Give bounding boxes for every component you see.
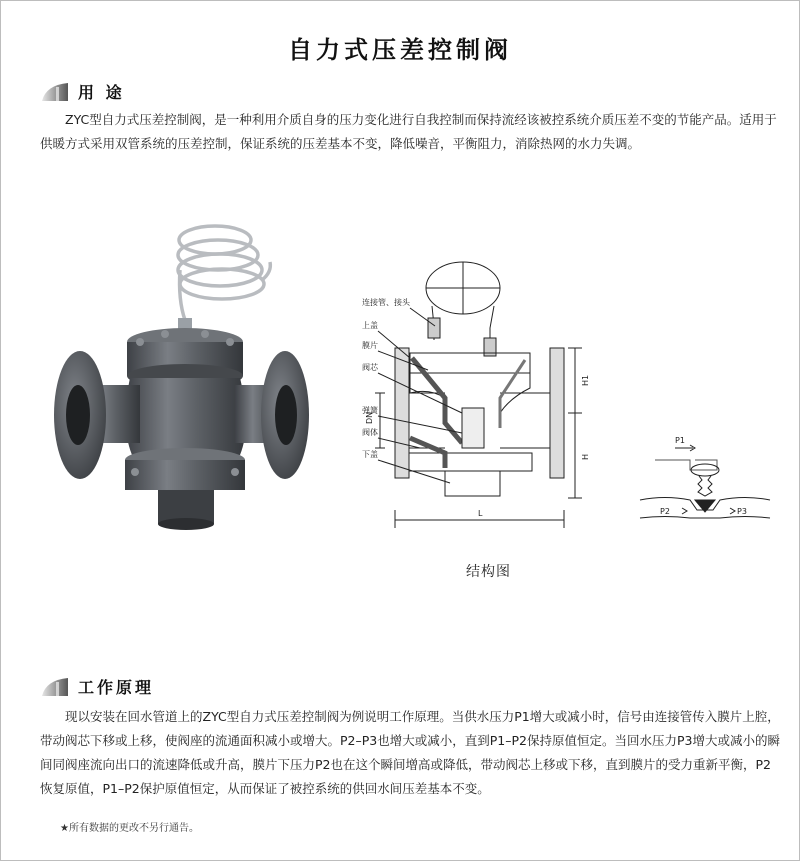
usage-paragraph: ZYC型自力式压差控制阀，是一种利用介质自身的压力变化进行自我控制而保持流经该被控系统介质压差不变的节能产品。适用于供暖方式采用双管系统的压差控制，保证系统的压差基本不变，降低噪音，平衡阻力，消除热网的水力失调。	[40, 112, 777, 151]
structure-diagram	[350, 248, 610, 533]
section-usage-header	[40, 80, 125, 103]
dim-dn: DN	[365, 411, 374, 424]
section-principle-header	[40, 675, 154, 698]
section-usage-text	[40, 108, 780, 156]
section-usage-heading: 用 途	[78, 83, 125, 102]
symbol-p3: P3	[737, 507, 747, 516]
section-principle-text	[40, 705, 780, 801]
valve-symbol-diagram	[635, 430, 775, 525]
page-title: 自力式压差控制阀	[288, 36, 512, 64]
section-marker-icon	[40, 81, 70, 103]
principle-paragraph: 现以安装在回水管道上的ZYC型自力式压差控制阀为例说明工作原理。当供水压力P1增大或减小时，信号由连接管传入膜片上腔，带动阀芯下移或上移，使阀座的流通面积减小或增大。P2–P3也增大或减小，直到P1–P2保持原值恒定。当回水压力P3增大或减小的瞬间同阀座流向出口的流速降低或升高，膜片下压力P2也在这个瞬间增高或降低，带动阀芯上移或下移，直到膜片的受力重新平衡，P2恢复原值，P1–P2保护原值恒定，从而保证了被控系统的供回水间压差基本不变。	[40, 709, 780, 796]
callout-valve-core: 阀芯	[362, 363, 378, 372]
dim-h: H	[581, 453, 590, 460]
diagram-caption: 结构图	[466, 564, 511, 580]
section-marker-icon	[40, 676, 70, 698]
section-principle-heading: 工作原理	[78, 678, 155, 697]
callout-lower-cover: 下盖	[362, 450, 378, 459]
symbol-p2: P2	[660, 507, 670, 516]
callout-spring: 弹簧	[362, 406, 378, 415]
dim-l: L	[478, 509, 483, 518]
callout-connector: 连接管、接头	[362, 298, 410, 307]
symbol-p1: P1	[675, 436, 685, 445]
callout-upper-cover: 上盖	[362, 321, 378, 330]
valve-product-photo	[40, 210, 310, 540]
callout-diaphragm: 膜片	[362, 341, 378, 350]
footnote: ★所有数据的更改不另行通告。	[60, 823, 199, 834]
dim-h1: H1	[581, 374, 590, 386]
callout-valve-body: 阀体	[362, 428, 378, 437]
